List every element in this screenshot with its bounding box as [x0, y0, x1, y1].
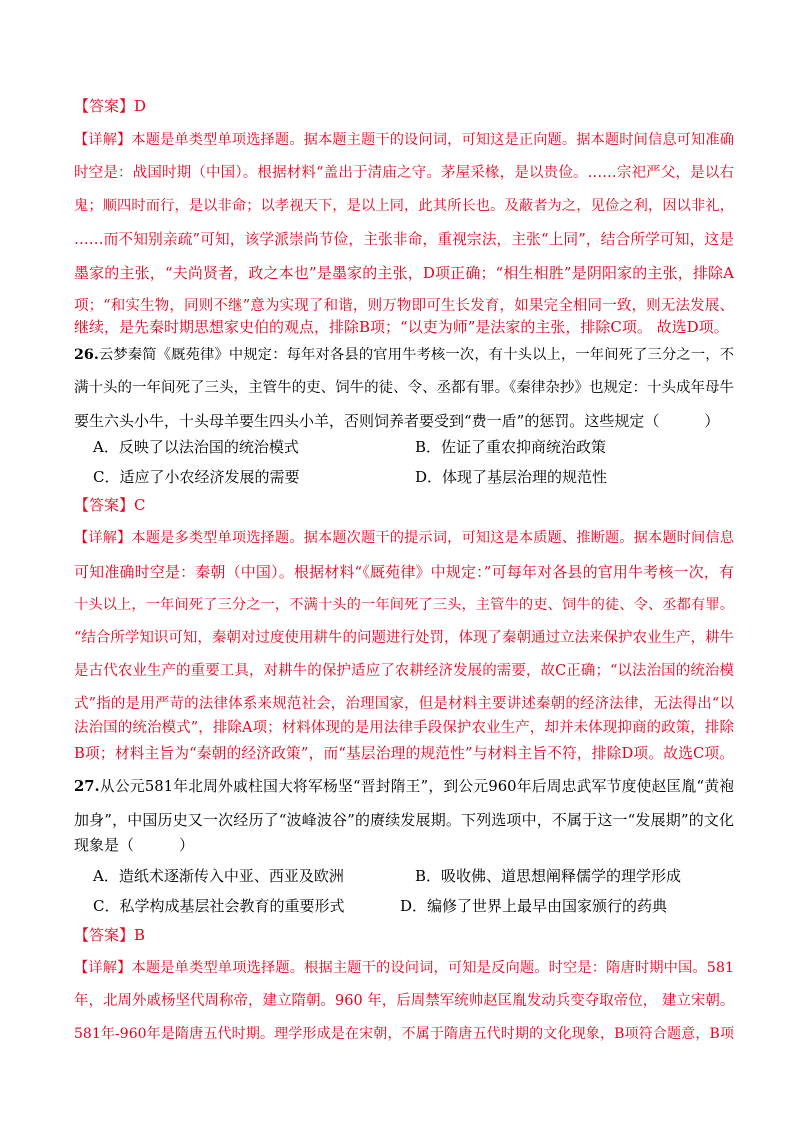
option-b: B．佐证了重农抑商统治政策 [415, 438, 607, 456]
answer-label: 【答案】 [74, 926, 135, 944]
answer-line [74, 495, 734, 515]
question-stem-line [74, 777, 734, 797]
detail-text: 本题是单类型单项选择题。根据主题干的设问词，可知是反向题。时空是：隋唐时期中国。581 [131, 960, 734, 976]
detail-label: 【详解】 [74, 960, 132, 976]
detail-line: 是古代农业生产的重要工具，对耕牛的保护适应了农耕经济发展的需要，故C正确；“以法治国的统治模 [74, 663, 734, 679]
detail-line: B项；材料主旨为“秦朝的经济政策”，而“基层治理的规范性”与材料主旨不符，排除D项。故选C项。 [74, 745, 734, 762]
detail-line: 项；“和实生物，同则不继”意为实现了和谐，则万物即可生长发育，如果完全相同一致，则无法发展、 [74, 298, 734, 314]
question-stem-text: 云梦秦简《厩苑律》中规定：每年对各县的官用牛考核一次，有十头以上，一年间死了三分之一，不 [98, 347, 734, 363]
answer-label: 【答案】 [74, 496, 135, 514]
detail-line: ……而不知别亲疏”可知，该学派崇尚节俭，主张非命，重视宗法，主张“上同”，结合所学可知，这是 [74, 231, 734, 248]
detail-text: 本题是单类型单项选择题。据本题主题干的设问词，可知这是正向题。据本题时间信息可知准确 [131, 132, 734, 148]
answer-line [74, 925, 734, 945]
question-stem-line: 要生六头小牛，十头母羊要生四头小羊，否则饲养者要受到“费一盾”的惩罚。这些规定（ ） [74, 412, 720, 430]
detail-line [74, 958, 734, 978]
detail-label: 【详解】 [74, 132, 132, 148]
detail-line [74, 528, 734, 548]
detail-line: 墨家的主张，“夫尚贤者，政之本也”是墨家的主张，D项正确；“相生相胜”是阴阳家的主张，排除A [74, 264, 734, 282]
detail-text: 本题是多类型单项选择题。据本题次题干的提示词，可知这是本质题、推断题。据本题时间信息 [131, 530, 734, 546]
question-stem-line: 满十头的一年间死了三头，主管牛的吏、饲牛的徒、令、丞都有罪。《秦律杂抄》也规定：十头成年母牛 [74, 380, 734, 396]
option-d: D．体现了基层治理的规范性 [415, 468, 608, 486]
question-number: 26. [74, 347, 99, 363]
question-stem-text: 从公元581年北周外戚柱国大将军杨坚“晋封隋王”，到公元960年后周忠武军节度使赵匡胤“黄袍 [99, 778, 734, 795]
detail-line: 鬼；顺四时而行，是以非命；以孝视天下，是以上同，此其所长也。及蔽者为之，见俭之利，因以非礼， [74, 198, 734, 214]
answer-label: 【答案】 [74, 97, 135, 115]
question-stem-line: 现象是（ ） [74, 836, 195, 854]
option-c: C．私学构成基层社会教育的重要形式 [93, 897, 345, 915]
question-number: 27. [74, 778, 100, 795]
answer-line [74, 96, 734, 116]
detail-line: 十头以上，一年间死了三分之一，不满十头的一年间死了三头，主管牛的吏、饲牛的徒、令、丞都有罪。 [74, 597, 734, 613]
detail-line: 581年-960年是隋唐五代时期。理学形成是在宋朝，不属于隋唐五代时期的文化现象，B项符合题意，B项 [74, 1026, 734, 1042]
option-a: A．反映了以法治国的统治模式 [93, 438, 299, 456]
option-d: D．编修了世界上最早由国家颁行的药典 [400, 897, 668, 915]
detail-line: 继续，是先秦时期思想家史伯的观点，排除B项；“以吏为师”是法家的主张，排除C项。 故选D项。 [74, 318, 729, 336]
question-stem-line: 加身”，中国历史又一次经历了“波峰波谷”的赓续发展期。下列选项中，不属于这一“发展期”的文化 [74, 811, 734, 829]
option-c: C．适应了小农经济发展的需要 [93, 468, 300, 486]
detail-label: 【详解】 [74, 530, 132, 546]
detail-line: 年，北周外戚杨坚代周称帝，建立隋朝。960 年，后周禁军统帅赵匡胤发动兵变夺取帝位， 建立宋朝。 [74, 993, 735, 1009]
answer-value: B [134, 926, 146, 944]
option-b: B．吸收佛、道思想阐释儒学的理学形成 [415, 867, 682, 885]
answer-value: C [134, 496, 146, 514]
answer-value: D [134, 97, 147, 115]
detail-line: 法治国的统治模式”，排除A项；材料体现的是用法律手段保护农业生产，却并未体现抑商的政策，排除 [74, 720, 734, 736]
detail-line: 可知准确时空是：秦朝（中国）。根据材料“《厩苑律》中规定：”可每年对各县的官用牛考核一次，有 [74, 563, 734, 581]
option-a: A．造纸术逐渐传入中亚、西亚及欧洲 [93, 867, 344, 885]
detail-line: “结合所学知识可知，秦朝对过度使用耕牛的问题进行处罚，体现了秦朝通过立法来保护农业生产，耕牛 [74, 630, 734, 646]
question-stem-line [74, 345, 734, 365]
detail-line: 时空是：战国时期（中国）。根据材料“盖出于清庙之守。茅屋采椽，是以贵俭。……宗祀严父，是以右 [74, 165, 734, 181]
detail-line: 式”指的是用严苛的法律体系来规范社会，治理国家，但是材料主要讲述秦朝的经济法律，无法得出“以 [74, 696, 734, 712]
detail-line [74, 130, 734, 150]
